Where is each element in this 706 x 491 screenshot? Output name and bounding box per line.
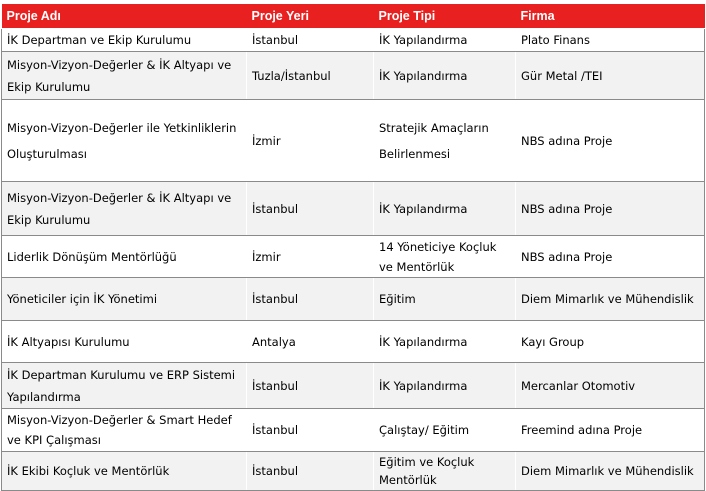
table-row	[2, 321, 705, 363]
header-project-name: Proje Adı	[2, 4, 247, 29]
cell-company: Mercanlar Otomotiv	[516, 363, 705, 409]
cell-project-location: İstanbul	[247, 452, 374, 491]
cell-project-name: İK Ekibi Koçluk ve Mentörlük	[2, 452, 247, 491]
cell-project-name: Misyon-Vizyon-Değerler & İK Altyapı ve Ekip Kurulumu	[2, 182, 247, 236]
cell-project-location: İzmir	[247, 100, 374, 182]
cell-company: Diem Mimarlık ve Mühendislik	[516, 452, 705, 491]
projects-table	[1, 3, 705, 491]
cell-project-name: İK Departman Kurulumu ve ERP Sistemi Yapılandırma	[2, 363, 247, 409]
cell-project-name: Misyon-Vizyon-Değerler & İK Altyapı ve Ekip Kurulumu	[2, 52, 247, 100]
table-row	[2, 236, 705, 278]
cell-company: Diem Mimarlık ve Mühendislik	[516, 278, 705, 321]
table-row	[2, 363, 705, 409]
cell-project-type: Stratejik Amaçların Belirlenmesi	[374, 100, 516, 182]
cell-company: Gür Metal /TEI	[516, 52, 705, 100]
cell-project-type: 14 Yöneticiye Koçluk ve Mentörlük	[374, 236, 516, 278]
cell-project-name: İK Altyapısı Kurulumu	[2, 321, 247, 363]
table-row	[2, 100, 705, 182]
cell-company: NBS adına Proje	[516, 236, 705, 278]
cell-project-type: İK Yapılandırma	[374, 52, 516, 100]
cell-company: Kayı Group	[516, 321, 705, 363]
cell-project-type: İK Yapılandırma	[374, 363, 516, 409]
cell-project-type: İK Yapılandırma	[374, 321, 516, 363]
table-row	[2, 278, 705, 321]
table-row	[2, 29, 705, 52]
cell-company: NBS adına Proje	[516, 182, 705, 236]
header-project-type: Proje Tipi	[374, 4, 516, 29]
cell-project-location: İstanbul	[247, 363, 374, 409]
cell-project-type: Eğitim	[374, 278, 516, 321]
cell-project-location: İzmir	[247, 236, 374, 278]
cell-project-type: Eğitim ve Koçluk Mentörlük	[374, 452, 516, 491]
cell-company: Freemind adına Proje	[516, 409, 705, 452]
header-row	[2, 4, 705, 29]
cell-project-location: İstanbul	[247, 29, 374, 52]
cell-company: Plato Finans	[516, 29, 705, 52]
table-row	[2, 52, 705, 100]
cell-project-name: İK Departman ve Ekip Kurulumu	[2, 29, 247, 52]
table-row	[2, 409, 705, 452]
cell-project-location: İstanbul	[247, 278, 374, 321]
cell-project-type: İK Yapılandırma	[374, 29, 516, 52]
cell-project-name: Misyon-Vizyon-Değerler ile Yetkinliklerin Oluşturulması	[2, 100, 247, 182]
cell-project-name: Misyon-Vizyon-Değerler & Smart Hedef ve KPI Çalışması	[2, 409, 247, 452]
cell-project-location: Antalya	[247, 321, 374, 363]
cell-company: NBS adına Proje	[516, 100, 705, 182]
cell-project-location: Tuzla/İstanbul	[247, 52, 374, 100]
cell-project-location: İstanbul	[247, 409, 374, 452]
table-row	[2, 452, 705, 491]
cell-project-type: Çalıştay/ Eğitim	[374, 409, 516, 452]
cell-project-name: Yöneticiler için İK Yönetimi	[2, 278, 247, 321]
cell-project-name: Liderlik Dönüşüm Mentörlüğü	[2, 236, 247, 278]
table-row	[2, 182, 705, 236]
header-project-location: Proje Yeri	[247, 4, 374, 29]
header-company: Firma	[516, 4, 705, 29]
cell-project-location: İstanbul	[247, 182, 374, 236]
cell-project-type: İK Yapılandırma	[374, 182, 516, 236]
